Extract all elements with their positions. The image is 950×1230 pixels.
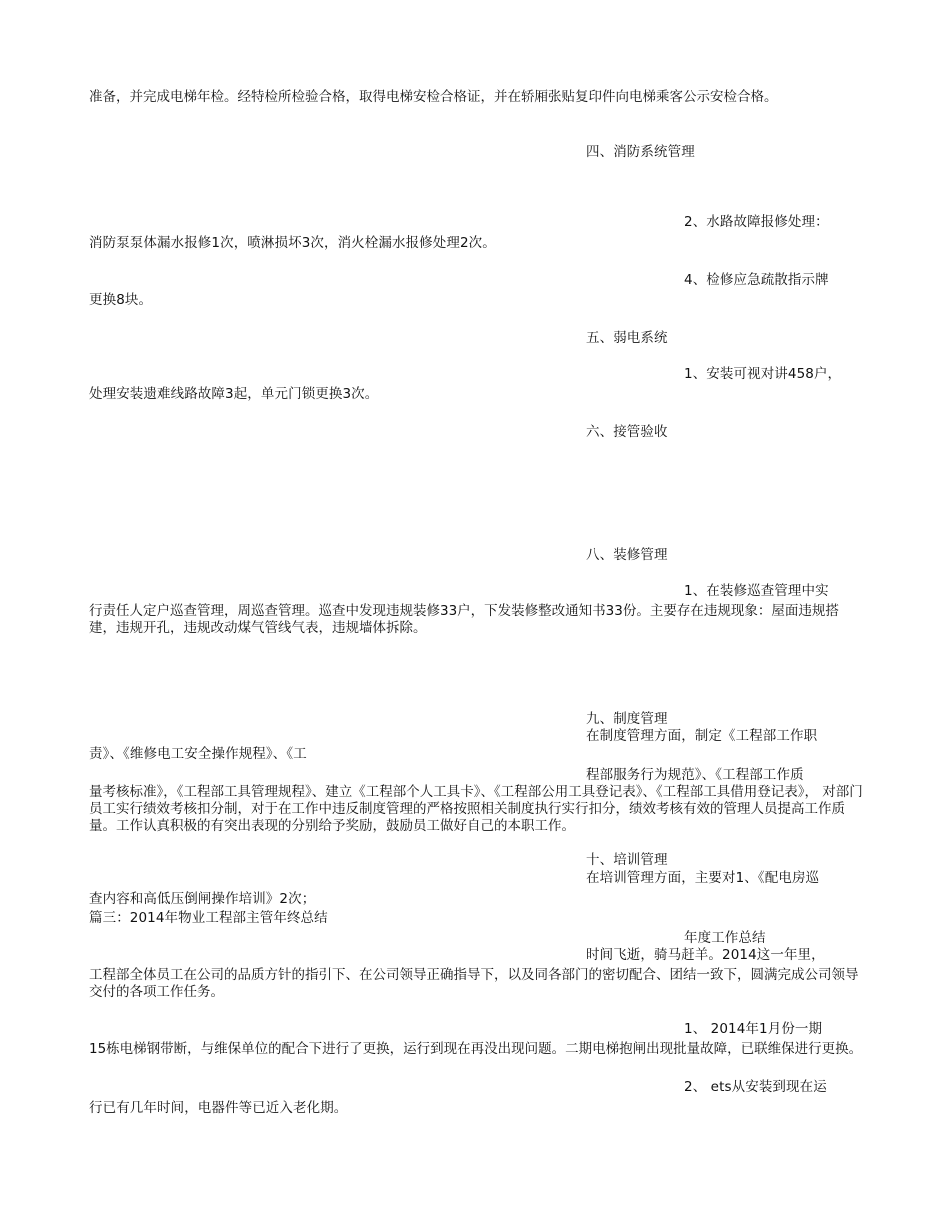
subheading-training-intro: 在培训管理方面，主要对1、《配电房巡 xyxy=(586,870,820,886)
paragraph-training-sessions: 查内容和高低压倒闸操作培训》2次； xyxy=(89,891,316,907)
subheading-decoration-patrol: 1、在装修巡查管理中实 xyxy=(684,583,829,599)
section-heading-training: 十、培训管理 xyxy=(586,852,668,868)
subheading-regulations-cont: 程部服务行为规范》、《工程部工作质 xyxy=(586,767,804,783)
article-subtitle-annual-summary: 年度工作总结 xyxy=(684,930,766,946)
section-heading-fire-system: 四、消防系统管理 xyxy=(586,144,695,160)
subheading-elevator-item1: 1、 2014年1月份一期 xyxy=(684,1021,823,1037)
paragraph-decoration-violations: 行责任人定户巡查管理，周巡查管理。巡查中发现违规装修33户，下发装修整改通知书33份。主要存在违规现象：屋面违规搭建，违规开孔，违规改动煤气管线气表，违规墙体拆除。 xyxy=(89,603,839,636)
section-heading-decoration: 八、装修管理 xyxy=(586,547,668,563)
paragraph-fire-pump-repairs: 消防泵泵体漏水报修1次，喷淋损坏3次，消火栓漏水报修处理2次。 xyxy=(89,235,496,251)
paragraph-elevator-inspection: 准备，并完成电梯年检。经特检所检验合格，取得电梯安检合格证，并在轿厢张贴复印件向电梯乘客公示安检合格。 xyxy=(89,89,778,105)
subheading-intercom-install: 1、安装可视对讲458户， xyxy=(684,366,842,382)
section-heading-low-voltage: 五、弱电系统 xyxy=(586,330,668,346)
paragraph-line-faults: 处理安装遗难线路故障3起，单元门锁更换3次。 xyxy=(89,386,379,402)
subheading-regulations-intro: 在制度管理方面，制定《工程部工作职 xyxy=(586,728,818,744)
paragraph-regulations-part2: 量考核标准》，《工程部工具管理规程》、建立《工程部个人工具卡》、《工程部公用工具登记表》、《工程部工具借用登记表》， 对部门员工实行绩效考核扣分制，对于在工作中违反制度管理的严格按照相关制度执行实行扣分，绩效考核有效的管理人员提高工作质量。工作认真积极的有突出表现的分别给予奖励，鼓励员工做好自己的本职工作。 xyxy=(89,784,863,834)
section-heading-takeover: 六、接管验收 xyxy=(586,424,668,440)
subheading-ets-item2: 2、 ets从安装到现在运 xyxy=(684,1079,827,1095)
subheading-evacuation-signs: 4、检修应急疏散指示牌 xyxy=(684,272,829,288)
paragraph-elevator-belt: 15栋电梯钢带断，与维保单位的配合下进行了更换，运行到现在再没出现问题。二期电梯抱闸出现批量故障，已联维保进行更换。 xyxy=(89,1041,863,1057)
subheading-water-fault-repair: 2、水路故障报修处理： xyxy=(684,214,829,230)
paragraph-ets-aging: 行已有几年时间，电器件等已近入老化期。 xyxy=(89,1100,348,1116)
article-title-part3: 篇三：2014年物业工程部主管年终总结 xyxy=(89,910,328,926)
section-heading-regulations: 九、制度管理 xyxy=(586,711,668,727)
paragraph-intro: 工程部全体员工在公司的品质方针的指引下、在公司领导正确指导下，以及同各部门的密切配合、团结一致下，圆满完成公司领导交付的各项工作任务。 xyxy=(89,967,859,1000)
paragraph-signs-replaced: 更换8块。 xyxy=(89,292,153,308)
paragraph-regulations-part1: 责》、《维修电工安全操作规程》、《工 xyxy=(89,746,307,762)
intro-line-start: 时间飞逝，骑马赶羊。2014这一年里， xyxy=(586,947,825,963)
